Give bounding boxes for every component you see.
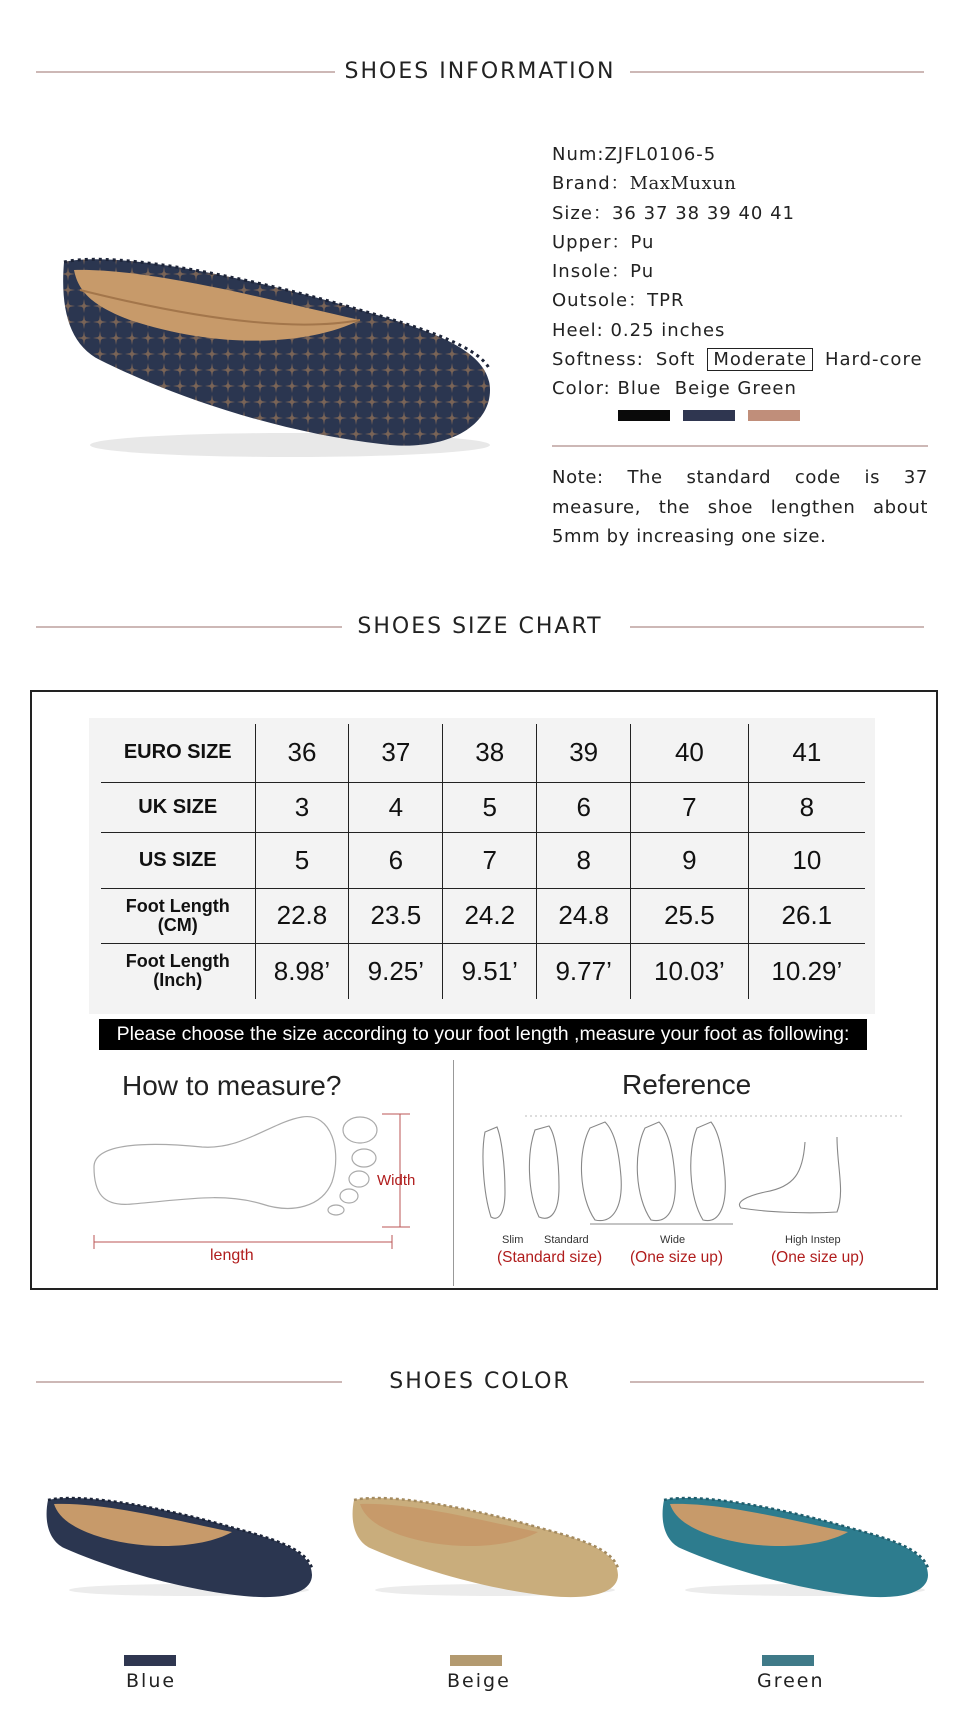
row-header: UK SIZE	[101, 782, 255, 832]
section-heading-size-chart	[36, 612, 924, 642]
row-header	[101, 943, 255, 999]
table-row-us	[101, 832, 865, 888]
row-header-line2: (CM)	[157, 914, 198, 935]
table-cell: 9.25’	[349, 943, 443, 999]
color-name-blue: Blue	[126, 1670, 177, 1692]
row-header: EURO SIZE	[101, 724, 255, 782]
table-cell: 22.8	[255, 888, 349, 943]
swatch-blue	[683, 410, 735, 421]
row-header-line2: (Inch)	[153, 970, 203, 991]
section-heading-color	[36, 1367, 924, 1397]
reference-title: Reference	[622, 1069, 752, 1100]
color-shoe-blue-image	[44, 1490, 314, 1600]
row-header: US SIZE	[101, 832, 255, 888]
brand-value: MaxMuxun	[629, 173, 737, 195]
softness-option-moderate: Moderate	[707, 348, 813, 371]
size-note: Note: The standard code is 37 measure, the shoe lengthen about 5mm by increasing one size.	[552, 467, 928, 547]
table-cell: 39	[537, 724, 631, 782]
color-chip-blue	[124, 1655, 176, 1666]
heading-title: SHOES SIZE CHART	[347, 614, 612, 639]
table-cell: 10.03’	[631, 943, 749, 999]
row-header	[101, 888, 255, 943]
spec-softness	[552, 345, 932, 374]
how-to-measure-title: How to measure?	[122, 1070, 342, 1101]
table-cell: 24.2	[443, 888, 537, 943]
size-table	[101, 724, 865, 999]
table-cell: 10	[748, 832, 865, 888]
spec-brand	[552, 169, 932, 198]
table-cell: 6	[349, 832, 443, 888]
info-divider	[552, 445, 928, 447]
brand-label: Brand：	[552, 173, 630, 195]
color-chip-green	[762, 1655, 814, 1666]
ref-standard-size: (Standard size)	[497, 1249, 603, 1266]
swatch-tan	[748, 410, 800, 421]
ref-label-wide: Wide	[660, 1234, 686, 1246]
table-cell: 8	[748, 782, 865, 832]
table-cell: 41	[748, 724, 865, 782]
table-row-uk	[101, 782, 865, 832]
ref-label-standard: Standard	[544, 1234, 589, 1246]
ref-label-slim: Slim	[502, 1234, 524, 1246]
table-row-foot-length-cm	[101, 888, 865, 943]
swatch-black	[618, 410, 670, 421]
ref-one-size-up-instep: (One size up)	[771, 1249, 865, 1266]
heading-title: SHOES COLOR	[379, 1369, 580, 1394]
width-label: Width	[377, 1172, 416, 1189]
spec-insole: Insole：Pu	[552, 261, 655, 283]
spec-list	[552, 140, 932, 404]
table-cell: 36	[255, 724, 349, 782]
table-cell: 4	[349, 782, 443, 832]
measure-instruction-banner: Please choose the size according to your foot length ,measure your foot as following:	[99, 1019, 867, 1050]
color-values: Blue Beige Green	[617, 378, 797, 400]
color-name-beige: Beige	[447, 1670, 511, 1692]
spec-num: Num:ZJFL0106-5	[552, 144, 717, 165]
table-cell: 8.98’	[255, 943, 349, 999]
table-cell: 9	[631, 832, 749, 888]
spec-color	[552, 374, 932, 403]
softness-option-hard-core: Hard-core	[824, 349, 923, 371]
table-cell: 9.51’	[443, 943, 537, 999]
table-cell: 25.5	[631, 888, 749, 943]
table-cell: 3	[255, 782, 349, 832]
table-row-foot-length-inch	[101, 943, 865, 999]
hero-shoe-image	[60, 250, 500, 470]
table-cell: 8	[537, 832, 631, 888]
table-cell: 24.8	[537, 888, 631, 943]
table-cell: 5	[443, 782, 537, 832]
color-shoe-beige-image	[350, 1490, 620, 1600]
row-header-line1: Foot Length	[125, 895, 230, 916]
table-cell: 26.1	[748, 888, 865, 943]
table-row-euro	[101, 724, 865, 782]
section-heading-info	[36, 57, 924, 87]
ref-one-size-up-wide: (One size up)	[630, 1249, 724, 1266]
table-cell: 37	[349, 724, 443, 782]
softness-option-soft: Soft	[655, 349, 696, 371]
table-cell: 9.77’	[537, 943, 631, 999]
size-chart-box	[30, 690, 938, 1290]
table-cell: 40	[631, 724, 749, 782]
spec-outsole: Outsole：TPR	[552, 290, 685, 312]
measure-divider	[453, 1060, 454, 1286]
color-name-green: Green	[757, 1670, 825, 1692]
table-cell: 38	[443, 724, 537, 782]
table-cell: 10.29’	[771, 955, 843, 986]
table-cell: 7	[631, 782, 749, 832]
color-chip-beige	[450, 1655, 502, 1666]
row-header-line1: Foot Length	[125, 951, 230, 972]
table-cell: 7	[443, 832, 537, 888]
table-cell: 6	[537, 782, 631, 832]
spec-upper: Upper：Pu	[552, 231, 655, 253]
color-shoe-green-image	[660, 1490, 930, 1600]
spec-size: Size：36 37 38 39 40 41	[552, 202, 795, 224]
heading-title: SHOES INFORMATION	[335, 59, 626, 84]
table-cell: 23.5	[349, 888, 443, 943]
length-label: length	[210, 1247, 254, 1264]
ref-label-high-instep: High Instep	[785, 1234, 841, 1246]
table-cell: 5	[255, 832, 349, 888]
color-label: Color:	[552, 378, 611, 400]
softness-label: Softness:	[552, 349, 644, 371]
spec-heel: Heel: 0.25 inches	[552, 319, 726, 341]
foot-types-icon	[465, 1112, 915, 1227]
